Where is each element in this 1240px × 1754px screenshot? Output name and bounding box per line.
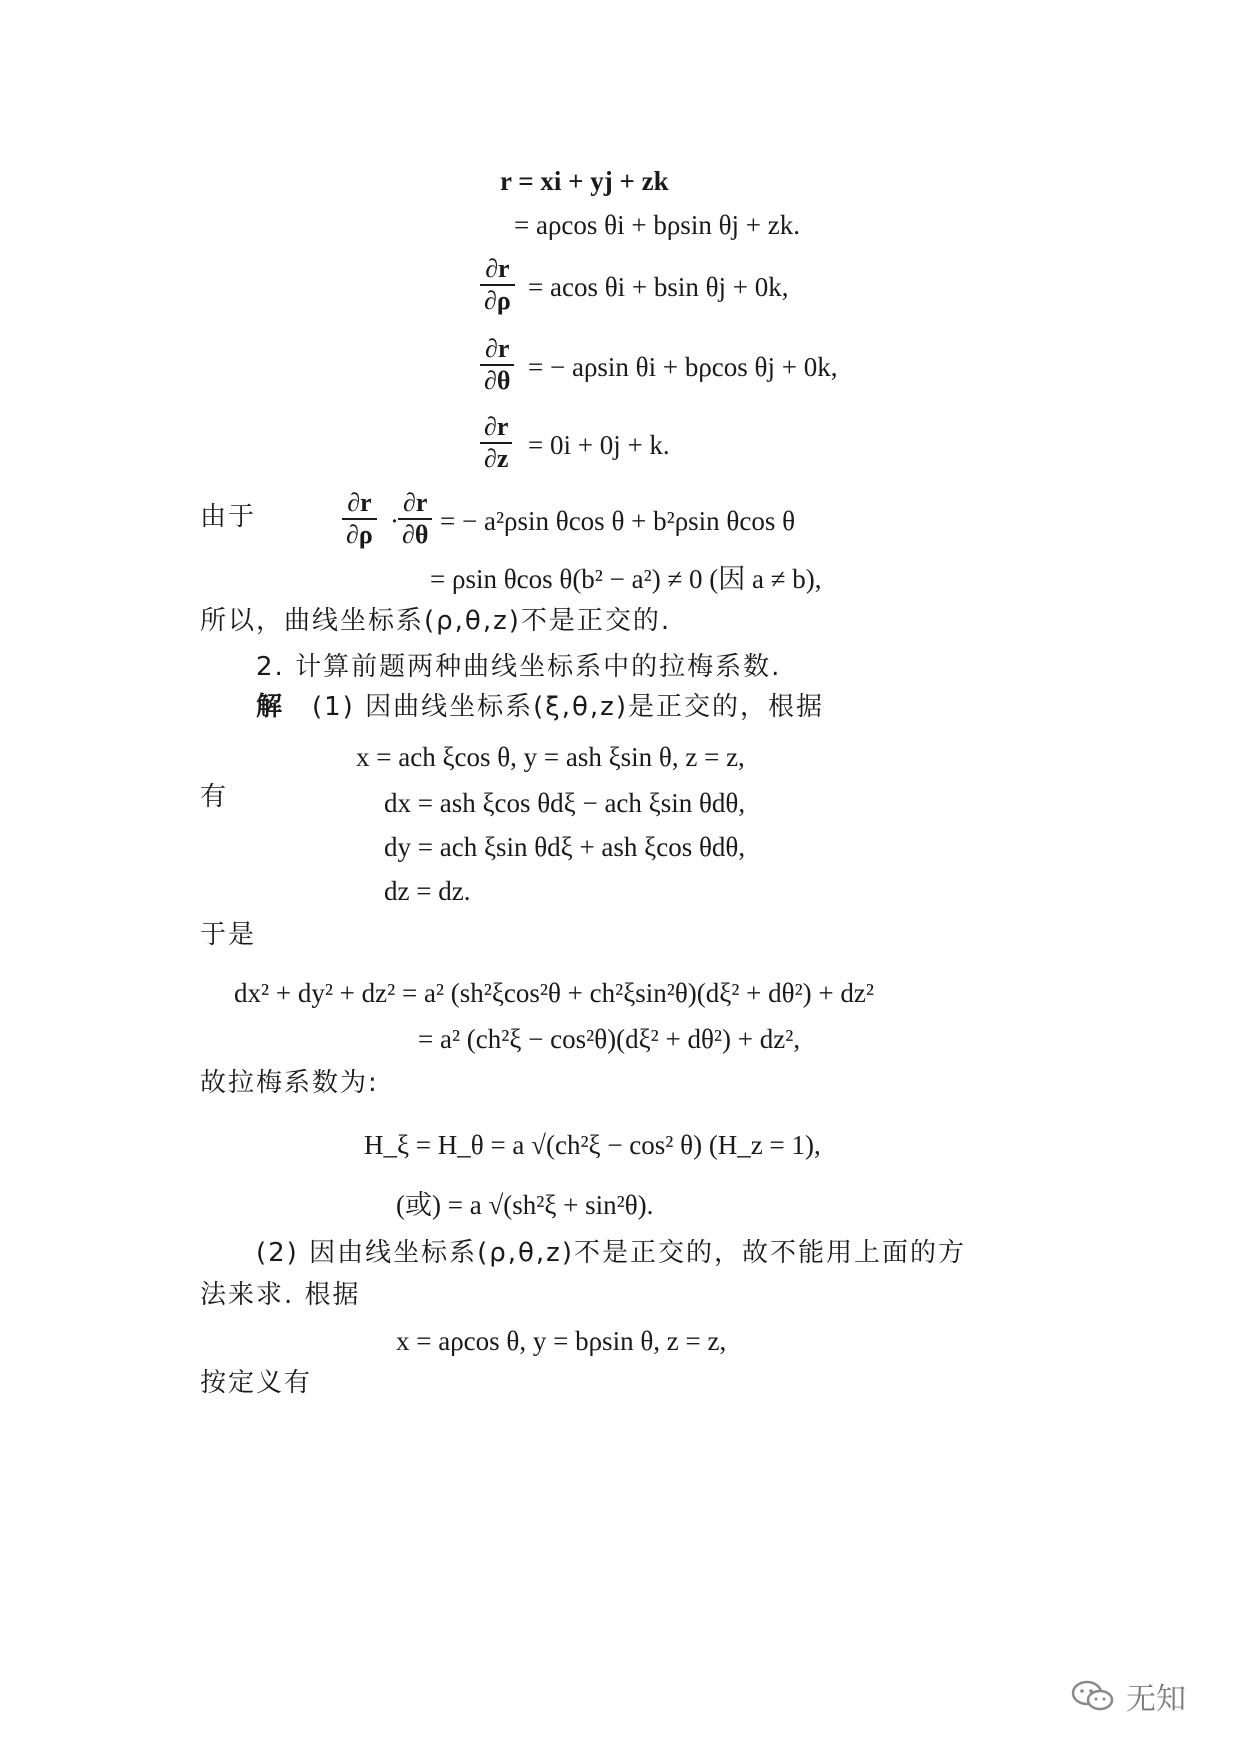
frac-numerator: ∂r	[398, 488, 432, 520]
frac-denominator: ∂θ	[402, 520, 429, 549]
eq-dr-drho: = acos θi + bsin θj + 0k,	[528, 272, 789, 302]
eq-dx: dx = ash ξcos θdξ − ach ξsin θdθ,	[384, 788, 746, 818]
eq-xyz-elliptic-cyl: x = aρcos θ, y = bρsin θ, z = z,	[396, 1326, 727, 1356]
eq-dot-product-cont: = ρsin θcos θ(b² − a²) ≠ 0 (因 a ≠ b),	[430, 564, 822, 594]
watermark	[1070, 1674, 1186, 1718]
eq-dr-dz: = 0i + 0j + k.	[528, 430, 670, 460]
eq-r-expanded: = aρcos θi + bρsin θj + zk.	[514, 210, 800, 240]
frac-denominator: ∂ρ	[484, 286, 511, 315]
eq-sum-squares: dx² + dy² + dz² = a² (sh²ξcos²θ + ch²ξsin²θ)(dξ² + dθ²) + dz²	[234, 978, 874, 1008]
frac-numerator: ∂r	[480, 254, 515, 286]
text-jie: (1) 因曲线坐标系(ξ,θ,z)是正交的，根据	[312, 692, 824, 722]
eq-r-definition: r = xi + yj + zk	[500, 166, 669, 196]
paragraph-2-line1: (2) 因由线坐标系(ρ,θ,z)不是正交的，故不能用上面的方	[256, 1238, 966, 1268]
eq-lame-h-alt: (或) = a √(sh²ξ + sin²θ).	[396, 1190, 654, 1220]
dot-operator: ·	[390, 506, 399, 536]
frac-denominator: ∂z	[484, 444, 509, 473]
frac-dr-drho	[480, 254, 515, 316]
frac-denominator: ∂ρ	[346, 520, 373, 549]
eq-dy: dy = ach ξsin θdξ + ash ξcos θdθ,	[384, 832, 746, 862]
frac-dot-a	[342, 488, 377, 550]
text-suoyi: 所以，曲线坐标系(ρ,θ,z)不是正交的.	[200, 606, 672, 636]
question-2: 2. 计算前题两种曲线坐标系中的拉梅系数.	[256, 652, 782, 682]
eq-xyz-elliptic: x = ach ξcos θ, y = ash ξsin θ, z = z,	[356, 742, 745, 772]
frac-dr-dtheta	[480, 334, 514, 396]
eq-dr-dtheta: = − aρsin θi + bρcos θj + 0k,	[528, 352, 838, 382]
frac-numerator: ∂r	[342, 488, 377, 520]
text-gu: 故拉梅系数为:	[200, 1068, 379, 1098]
eq-sum-squares-cont: = a² (ch²ξ − cos²θ)(dξ² + dθ²) + dz²,	[418, 1024, 801, 1054]
label-youyu: 由于	[200, 502, 257, 532]
frac-numerator: ∂r	[480, 412, 512, 444]
label-yushi: 于是	[200, 920, 257, 950]
label-jie: 解	[256, 692, 285, 722]
frac-dot-b	[398, 488, 432, 550]
frac-numerator: ∂r	[480, 334, 514, 366]
eq-lame-h: H_ξ = H_θ = a √(ch²ξ − cos² θ) (H_z = 1),	[364, 1130, 821, 1160]
watermark-text: 无知	[1126, 1682, 1186, 1717]
paragraph-2-line2: 法来求. 根据	[200, 1280, 361, 1310]
label-you: 有	[200, 782, 229, 812]
eq-dot-product: = − a²ρsin θcos θ + b²ρsin θcos θ	[440, 506, 796, 536]
wechat-icon	[1070, 1679, 1116, 1713]
frac-dr-dz	[480, 412, 512, 474]
eq-dz: dz = dz.	[384, 876, 471, 906]
frac-denominator: ∂θ	[484, 366, 511, 395]
text-last: 按定义有	[200, 1368, 313, 1398]
